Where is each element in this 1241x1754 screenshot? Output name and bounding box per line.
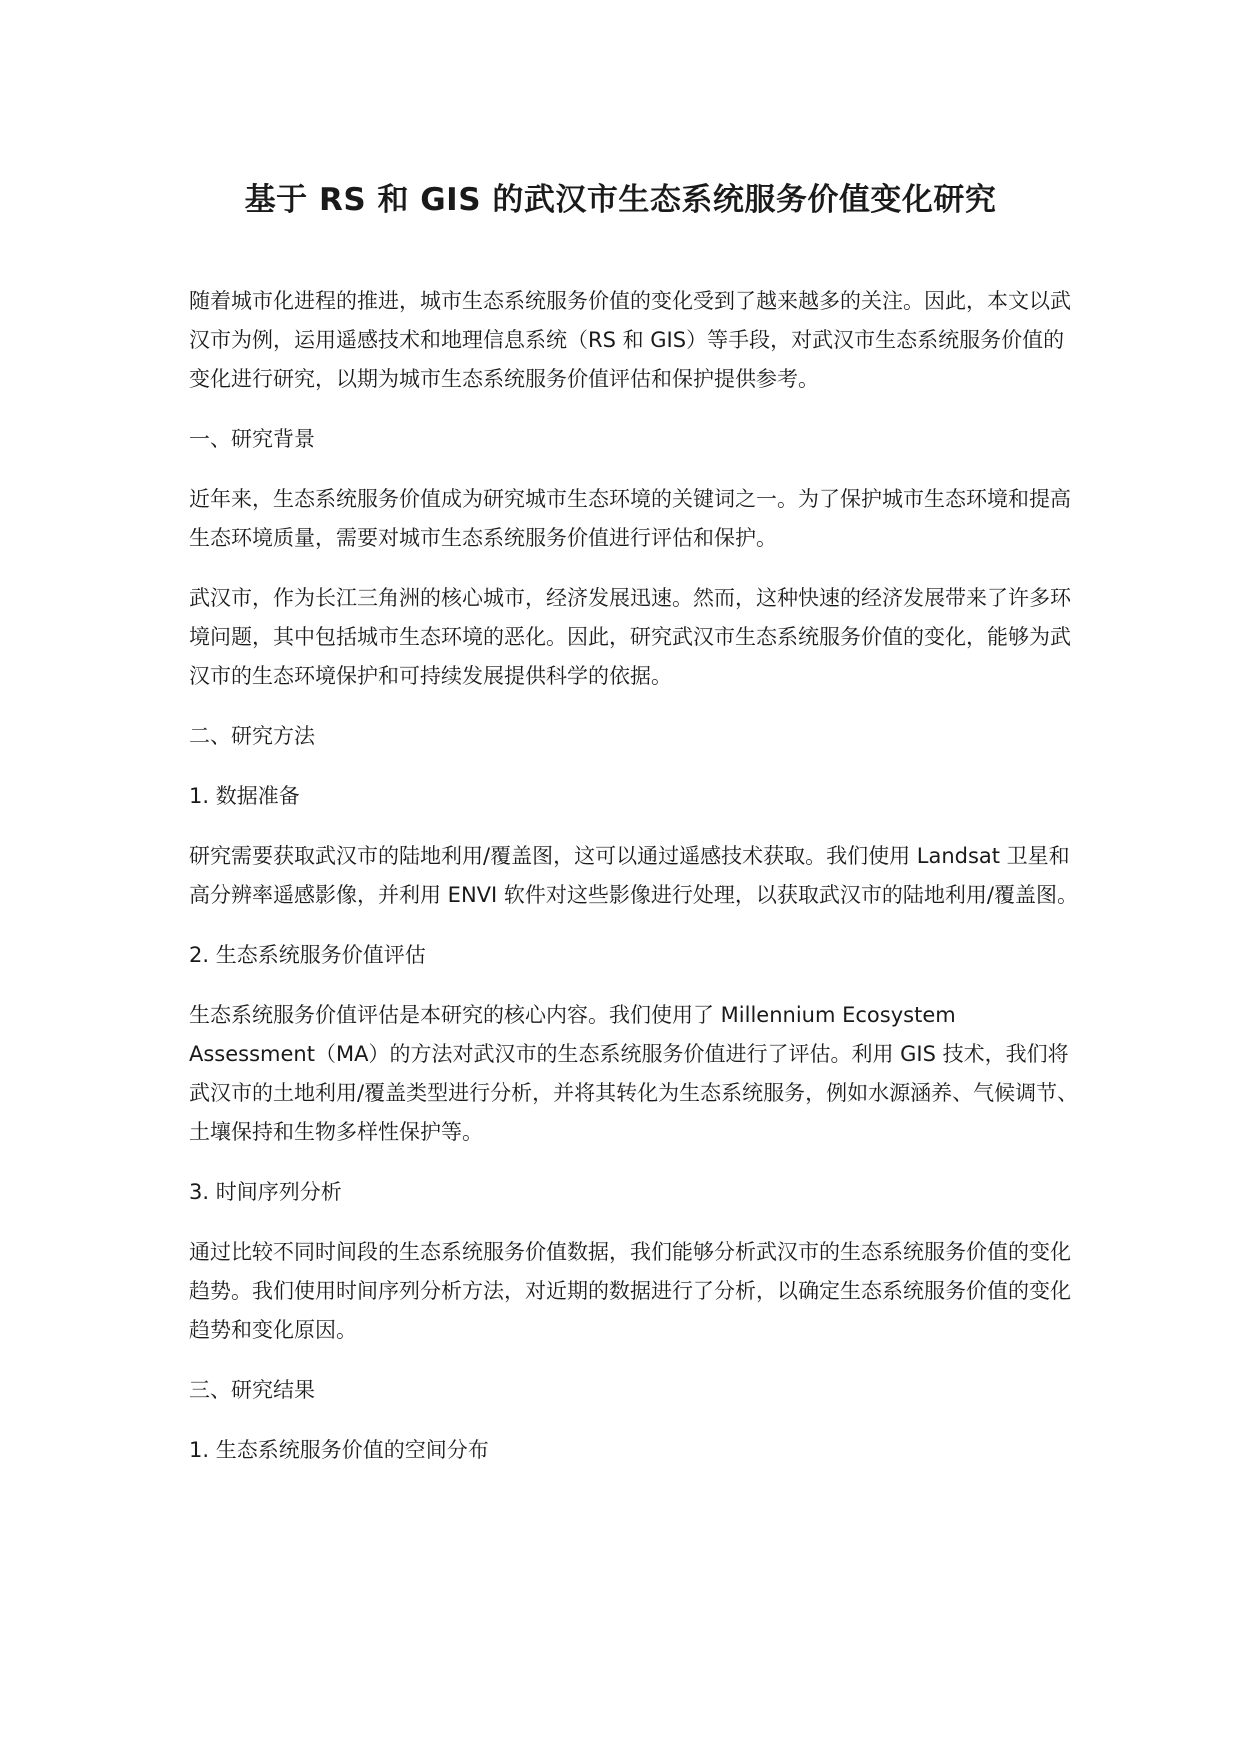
subheading-time-series: 3. 时间序列分析: [189, 1180, 342, 1204]
section-heading-methods: 二、研究方法: [189, 724, 315, 748]
value-assessment-paragraph: 生态系统服务价值评估是本研究的核心内容。我们使用了 Millennium Ecosystem Assessment（MA）的方法对武汉市的生态系统服务价值进行了评估。利用 GIS 技术，我们将武汉市的土地利用/覆盖类型进行分析，并将其转化为生态系统服务，例如水源涵养、气候调节、土壤保持和生物多样性保护等。: [189, 1003, 1079, 1144]
subheading-data-preparation: 1. 数据准备: [189, 784, 300, 808]
subheading-spatial-distribution: 1. 生态系统服务价值的空间分布: [189, 1438, 489, 1462]
subheading-value-assessment: 2. 生态系统服务价值评估: [189, 943, 426, 967]
document-body: [189, 282, 1084, 1491]
background-paragraph-2: 武汉市，作为长江三角洲的核心城市，经济发展迅速。然而，这种快速的经济发展带来了许多环境问题，其中包括城市生态环境的恶化。因此，研究武汉市生态系统服务价值的变化，能够为武汉市的生态环境保护和可持续发展提供科学的依据。: [189, 586, 1071, 688]
data-preparation-paragraph: 研究需要获取武汉市的陆地利用/覆盖图，这可以通过遥感技术获取。我们使用 Landsat 卫星和高分辨率遥感影像，并利用 ENVI 软件对这些影像进行处理，以获取武汉市的陆地利用/覆盖图。: [189, 844, 1078, 907]
background-paragraph-1: 近年来，生态系统服务价值成为研究城市生态环境的关键词之一。为了保护城市生态环境和提高生态环境质量，需要对城市生态系统服务价值进行评估和保护。: [189, 487, 1071, 550]
time-series-paragraph: 通过比较不同时间段的生态系统服务价值数据，我们能够分析武汉市的生态系统服务价值的变化趋势。我们使用时间序列分析方法，对近期的数据进行了分析，以确定生态系统服务价值的变化趋势和变化原因。: [189, 1240, 1071, 1342]
intro-paragraph: 随着城市化进程的推进，城市生态系统服务价值的变化受到了越来越多的关注。因此，本文以武汉市为例，运用遥感技术和地理信息系统（RS 和 GIS）等手段，对武汉市生态系统服务价值的变化进行研究，以期为城市生态系统服务价值评估和保护提供参考。: [189, 289, 1071, 391]
document-title: 基于 RS 和 GIS 的武汉市生态系统服务价值变化研究: [244, 182, 997, 218]
section-heading-results: 三、研究结果: [189, 1378, 315, 1402]
section-heading-background: 一、研究背景: [189, 427, 315, 451]
